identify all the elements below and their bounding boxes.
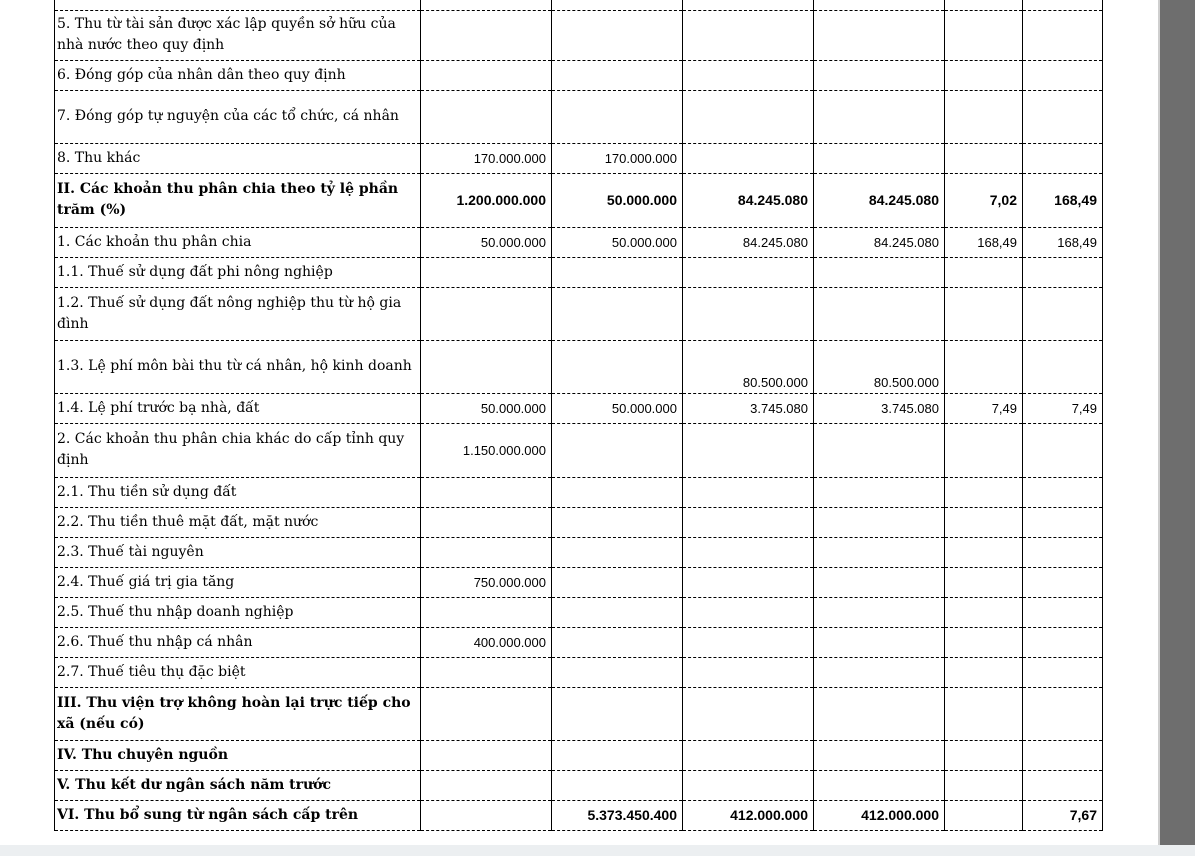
value-cell bbox=[1023, 567, 1103, 597]
value-cell bbox=[1023, 257, 1103, 287]
value-cell bbox=[814, 770, 945, 800]
value-cell bbox=[945, 507, 1023, 537]
value-cell: 50.000.000 bbox=[421, 227, 552, 257]
value-cell bbox=[421, 597, 552, 627]
table-row bbox=[55, 257, 1103, 287]
value-cell: 400.000.000 bbox=[421, 627, 552, 657]
value-cell: 84.245.080 bbox=[814, 173, 945, 227]
value-cell: 7,49 bbox=[945, 393, 1023, 423]
value-cell bbox=[1023, 687, 1103, 740]
row-label: II. Các khoản thu phân chia theo tỷ lệ phần trăm (%) bbox=[55, 173, 421, 227]
value-cell: 168,49 bbox=[1023, 227, 1103, 257]
value-cell bbox=[683, 537, 814, 567]
value-cell: 168,49 bbox=[1023, 173, 1103, 227]
value-cell: 7,02 bbox=[945, 173, 1023, 227]
value-cell bbox=[814, 10, 945, 60]
value-cell bbox=[814, 287, 945, 340]
value-cell: 50.000.000 bbox=[552, 227, 683, 257]
value-cell bbox=[1023, 143, 1103, 173]
value-cell bbox=[421, 90, 552, 143]
value-cell: 170.000.000 bbox=[421, 143, 552, 173]
table-row bbox=[55, 10, 1103, 60]
value-cell: 50.000.000 bbox=[552, 393, 683, 423]
value-cell bbox=[1023, 770, 1103, 800]
value-cell bbox=[683, 567, 814, 597]
row-label: 1.1. Thuế sử dụng đất phi nông nghiệp bbox=[55, 257, 421, 287]
value-cell bbox=[814, 657, 945, 687]
row-label: 1.2. Thuế sử dụng đất nông nghiệp thu từ hộ gia đình bbox=[55, 287, 421, 340]
value-cell bbox=[421, 657, 552, 687]
row-label: 8. Thu khác bbox=[55, 143, 421, 173]
table-row bbox=[55, 393, 1103, 423]
value-cell bbox=[421, 287, 552, 340]
row-label: 2.2. Thu tiền thuê mặt đất, mặt nước bbox=[55, 507, 421, 537]
value-cell bbox=[683, 507, 814, 537]
value-cell bbox=[683, 477, 814, 507]
value-cell bbox=[421, 537, 552, 567]
table-row bbox=[55, 597, 1103, 627]
value-cell bbox=[945, 340, 1023, 393]
value-cell bbox=[552, 287, 683, 340]
value-cell bbox=[945, 287, 1023, 340]
row-label: 2.3. Thuế tài nguyên bbox=[55, 537, 421, 567]
value-cell bbox=[814, 627, 945, 657]
value-cell: 84.245.080 bbox=[683, 173, 814, 227]
value-cell: 84.245.080 bbox=[683, 227, 814, 257]
value-cell bbox=[683, 687, 814, 740]
value-cell bbox=[945, 740, 1023, 770]
value-cell bbox=[552, 740, 683, 770]
value-cell bbox=[945, 800, 1023, 830]
value-cell: 750.000.000 bbox=[421, 567, 552, 597]
value-cell bbox=[552, 423, 683, 477]
table-row bbox=[55, 537, 1103, 567]
value-cell bbox=[552, 340, 683, 393]
value-cell bbox=[814, 567, 945, 597]
value-cell bbox=[814, 507, 945, 537]
table-row bbox=[55, 770, 1103, 800]
value-cell bbox=[421, 800, 552, 830]
value-cell bbox=[814, 477, 945, 507]
row-label: 2.5. Thuế thu nhập doanh nghiệp bbox=[55, 597, 421, 627]
value-cell: 1.200.000.000 bbox=[421, 173, 552, 227]
value-cell: 3.745.080 bbox=[683, 393, 814, 423]
value-cell bbox=[421, 740, 552, 770]
table-row bbox=[55, 800, 1103, 830]
value-cell bbox=[945, 770, 1023, 800]
value-cell bbox=[421, 60, 552, 90]
value-cell bbox=[814, 740, 945, 770]
table-row bbox=[55, 287, 1103, 340]
row-label: IV. Thu chuyên nguồn bbox=[55, 740, 421, 770]
value-cell bbox=[945, 90, 1023, 143]
row-label: 2.4. Thuế giá trị gia tăng bbox=[55, 567, 421, 597]
value-cell bbox=[1023, 60, 1103, 90]
value-cell bbox=[552, 90, 683, 143]
value-cell bbox=[945, 257, 1023, 287]
row-label: 7. Đóng góp tự nguyện của các tổ chức, cá nhân bbox=[55, 90, 421, 143]
table-row bbox=[55, 340, 1103, 393]
value-cell bbox=[552, 657, 683, 687]
row-label: 2.6. Thuế thu nhập cá nhân bbox=[55, 627, 421, 657]
value-cell bbox=[945, 423, 1023, 477]
value-cell bbox=[552, 60, 683, 90]
value-cell bbox=[814, 0, 945, 10]
value-cell bbox=[683, 287, 814, 340]
value-cell bbox=[421, 507, 552, 537]
value-cell bbox=[421, 770, 552, 800]
value-cell bbox=[814, 537, 945, 567]
row-label: 2.7. Thuế tiêu thụ đặc biệt bbox=[55, 657, 421, 687]
value-cell bbox=[1023, 340, 1103, 393]
value-cell: 80.500.000 bbox=[814, 340, 945, 393]
value-cell: 412.000.000 bbox=[814, 800, 945, 830]
value-cell: 50.000.000 bbox=[552, 173, 683, 227]
table-row bbox=[55, 627, 1103, 657]
value-cell bbox=[421, 10, 552, 60]
value-cell: 5.373.450.400 bbox=[552, 800, 683, 830]
table-row bbox=[55, 423, 1103, 477]
table-row bbox=[55, 657, 1103, 687]
row-label: III. Thu viện trợ không hoàn lại trực tiếp cho xã (nếu có) bbox=[55, 687, 421, 740]
value-cell bbox=[683, 90, 814, 143]
value-cell: 80.500.000 bbox=[683, 340, 814, 393]
value-cell: 84.245.080 bbox=[814, 227, 945, 257]
value-cell: 7,67 bbox=[1023, 800, 1103, 830]
value-cell bbox=[814, 687, 945, 740]
value-cell bbox=[683, 740, 814, 770]
value-cell bbox=[1023, 423, 1103, 477]
value-cell bbox=[814, 143, 945, 173]
table-row bbox=[55, 507, 1103, 537]
value-cell bbox=[683, 0, 814, 10]
value-cell: 168,49 bbox=[945, 227, 1023, 257]
value-cell: 412.000.000 bbox=[683, 800, 814, 830]
value-cell bbox=[552, 597, 683, 627]
value-cell bbox=[814, 423, 945, 477]
value-cell bbox=[683, 60, 814, 90]
row-label: 2. Các khoản thu phân chia khác do cấp tỉnh quy định bbox=[55, 423, 421, 477]
value-cell bbox=[945, 143, 1023, 173]
value-cell bbox=[814, 597, 945, 627]
value-cell bbox=[945, 687, 1023, 740]
row-label: 5. Thu từ tài sản được xác lập quyền sở hữu của nhà nước theo quy định bbox=[55, 10, 421, 60]
value-cell bbox=[945, 627, 1023, 657]
value-cell: 3.745.080 bbox=[814, 393, 945, 423]
value-cell bbox=[1023, 507, 1103, 537]
value-cell bbox=[1023, 477, 1103, 507]
value-cell bbox=[552, 687, 683, 740]
value-cell bbox=[552, 567, 683, 597]
value-cell bbox=[421, 0, 552, 10]
value-cell bbox=[683, 627, 814, 657]
row-label: 1.3. Lệ phí môn bài thu từ cá nhân, hộ kinh doanh bbox=[55, 340, 421, 393]
row-label: 1.4. Lệ phí trước bạ nhà, đất bbox=[55, 393, 421, 423]
table-row bbox=[55, 740, 1103, 770]
value-cell bbox=[552, 0, 683, 10]
table-row bbox=[55, 0, 1103, 10]
table-row bbox=[55, 173, 1103, 227]
value-cell bbox=[945, 0, 1023, 10]
value-cell bbox=[552, 10, 683, 60]
value-cell bbox=[683, 143, 814, 173]
value-cell: 170.000.000 bbox=[552, 143, 683, 173]
value-cell bbox=[1023, 0, 1103, 10]
value-cell: 7,49 bbox=[1023, 393, 1103, 423]
value-cell bbox=[683, 770, 814, 800]
value-cell bbox=[552, 507, 683, 537]
row-label: 6. Đóng góp của nhân dân theo quy định bbox=[55, 60, 421, 90]
table-row bbox=[55, 60, 1103, 90]
value-cell bbox=[814, 90, 945, 143]
table-row bbox=[55, 567, 1103, 597]
value-cell bbox=[1023, 657, 1103, 687]
value-cell bbox=[1023, 627, 1103, 657]
value-cell bbox=[814, 257, 945, 287]
value-cell bbox=[1023, 597, 1103, 627]
value-cell bbox=[552, 537, 683, 567]
value-cell bbox=[1023, 90, 1103, 143]
value-cell bbox=[1023, 10, 1103, 60]
value-cell bbox=[552, 770, 683, 800]
value-cell bbox=[945, 537, 1023, 567]
table-row bbox=[55, 687, 1103, 740]
table-row bbox=[55, 477, 1103, 507]
table-row bbox=[55, 227, 1103, 257]
value-cell bbox=[945, 657, 1023, 687]
value-cell bbox=[552, 627, 683, 657]
value-cell bbox=[421, 257, 552, 287]
row-label: 2.1. Thu tiền sử dụng đất bbox=[55, 477, 421, 507]
value-cell bbox=[683, 10, 814, 60]
value-cell bbox=[421, 687, 552, 740]
row-label: VI. Thu bổ sung từ ngân sách cấp trên bbox=[55, 800, 421, 830]
budget-table bbox=[54, 0, 1103, 831]
value-cell bbox=[421, 477, 552, 507]
value-cell bbox=[814, 60, 945, 90]
value-cell bbox=[683, 597, 814, 627]
table-row bbox=[55, 90, 1103, 143]
horizontal-scrollbar[interactable] bbox=[0, 845, 1195, 856]
vertical-scrollbar[interactable] bbox=[1160, 0, 1195, 845]
row-label: 1. Các khoản thu phân chia bbox=[55, 227, 421, 257]
value-cell bbox=[552, 477, 683, 507]
row-label bbox=[55, 0, 421, 10]
value-cell bbox=[421, 340, 552, 393]
value-cell bbox=[683, 657, 814, 687]
budget-table-body bbox=[55, 0, 1103, 830]
value-cell: 1.150.000.000 bbox=[421, 423, 552, 477]
value-cell bbox=[945, 10, 1023, 60]
row-label: V. Thu kết dư ngân sách năm trước bbox=[55, 770, 421, 800]
value-cell bbox=[945, 567, 1023, 597]
value-cell bbox=[945, 477, 1023, 507]
value-cell bbox=[1023, 740, 1103, 770]
value-cell bbox=[1023, 287, 1103, 340]
value-cell: 50.000.000 bbox=[421, 393, 552, 423]
value-cell bbox=[683, 257, 814, 287]
value-cell bbox=[945, 597, 1023, 627]
value-cell bbox=[683, 423, 814, 477]
value-cell bbox=[552, 257, 683, 287]
table-row bbox=[55, 143, 1103, 173]
value-cell bbox=[1023, 537, 1103, 567]
value-cell bbox=[945, 60, 1023, 90]
